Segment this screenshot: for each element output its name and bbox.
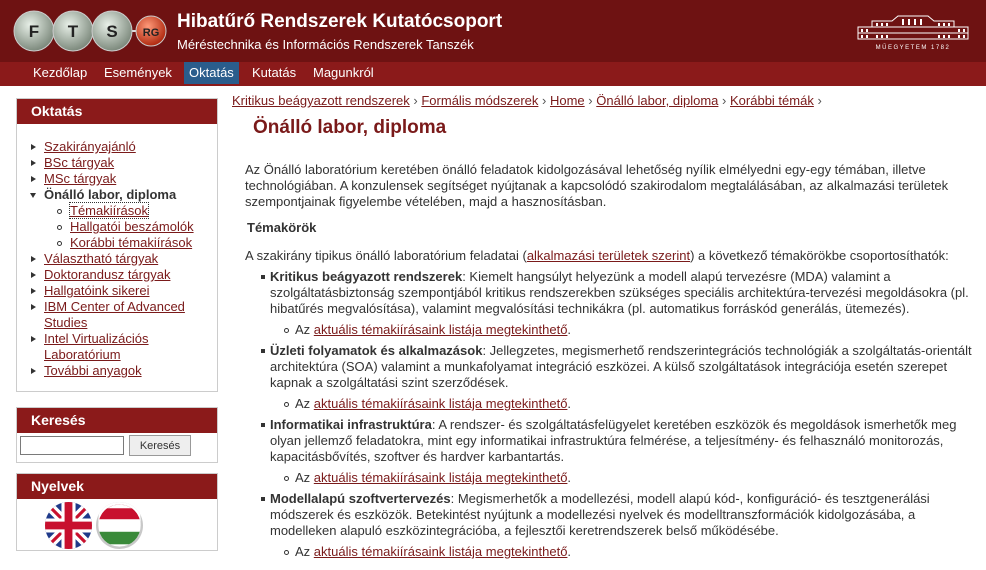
topic-more [270, 322, 985, 338]
topic-text: : Megismerhetők a modellezési, modell alapú kód-, konfiguráció- és tesztgenerálási módszerek és eszközök. Betekintést nyújtunk a modellezési nyelvek és modelltranszformációk kidolgozásába, a modelleken alapuló eszközintegrációba, a fejlesztői keretrendszerek belső működésébe. [270, 491, 930, 538]
nav-item-oktatas[interactable]: Oktatás [184, 62, 239, 84]
sidebar-item[interactable] [31, 331, 171, 363]
lead-text: ) a következő témakörökbe csoportosíthatók: [690, 248, 949, 263]
topic-title: Modellalapú szoftvertervezés [270, 491, 451, 506]
breadcrumb-separator: › [542, 93, 547, 108]
sidebar-subitem-link[interactable]: Témakiírások [70, 203, 149, 218]
sidebar-item-link[interactable]: Választható tárgyak [44, 251, 159, 266]
logo-letter: T [67, 22, 79, 41]
search-button[interactable]: Keresés [129, 435, 191, 456]
sidebar-item[interactable] [31, 139, 217, 155]
sidebar-item-link[interactable]: IBM Center of Advanced Studies [44, 299, 185, 330]
logo-letter: RG [142, 27, 160, 39]
topic-text: : Kiemelt hangsúlyt helyezünk a modell alapú tervezésre (MDA) valamint a szolgáltatásbiztonság szempontjából kritikus rendszerekben szükséges speciális architektúra-tervezési megoldásokra (pl. hibatűrés megvalósítása), valamint megvalósítási technikákra (pl. automatikus forráskód generálás, ütemezés). [270, 269, 969, 316]
topic-title: Kritikus beágyazott rendszerek [270, 269, 463, 284]
circle-bullet-icon [284, 476, 289, 481]
sidebar-item-open[interactable] [31, 187, 217, 203]
triangle-right-icon [31, 160, 36, 166]
sidebar-item[interactable] [31, 299, 191, 331]
page-title: Önálló labor, diploma [253, 117, 447, 138]
sidebar-item-link[interactable]: Hallgatóink sikerei [44, 283, 150, 298]
more-prefix: Az [295, 322, 314, 337]
topic-title: Üzleti folyamatok és alkalmazások [270, 343, 483, 358]
triangle-right-icon [31, 144, 36, 150]
triangle-right-icon [31, 256, 36, 262]
lead-text: A szakirány tipikus önálló laboratórium feladatai ( [245, 248, 527, 263]
sidebar-education [16, 98, 218, 392]
site-subtitle: Méréstechnika és Információs Rendszerek Tanszék [177, 37, 474, 52]
sidebar-item[interactable] [31, 267, 217, 283]
sidebar-item-link[interactable]: További anyagok [44, 363, 142, 378]
site-header [0, 0, 986, 62]
triangle-right-icon [31, 272, 36, 278]
triangle-right-icon [31, 368, 36, 374]
main-content [228, 86, 986, 570]
logo-letter: F [28, 22, 40, 41]
topic-title: Informatikai infrastruktúra [270, 417, 432, 432]
breadcrumb-link[interactable]: Korábbi témák [730, 93, 814, 108]
square-bullet-icon [261, 497, 265, 501]
breadcrumb-link[interactable]: Önálló labor, diploma [596, 93, 719, 108]
triangle-down-icon [30, 193, 36, 198]
topic-more [270, 544, 985, 560]
hungarian-flag-icon[interactable] [96, 502, 143, 549]
square-bullet-icon [261, 275, 265, 279]
more-prefix: Az [295, 396, 314, 411]
sidebar-heading: Nyelvek [17, 474, 217, 499]
more-prefix: Az [295, 544, 314, 559]
sidebar-item-link[interactable]: Szakirányajánló [44, 139, 136, 154]
main-navigation [0, 62, 986, 86]
circle-bullet-icon [284, 328, 289, 333]
sidebar-item-link[interactable]: Intel Virtualizációs Laboratórium [44, 331, 149, 362]
topic-item [270, 269, 985, 338]
circle-bullet-icon [57, 241, 62, 246]
more-suffix: . [567, 396, 572, 411]
sidebar-subitem[interactable] [31, 235, 217, 251]
sidebar-subitem-link[interactable]: Hallgatói beszámolók [70, 219, 194, 234]
breadcrumb-separator: › [817, 93, 822, 108]
current-topics-link[interactable]: aktuális témakiírásaink listája megtekinthető [313, 396, 568, 411]
university-building-logo[interactable] [852, 13, 974, 53]
topic-item [270, 343, 985, 412]
breadcrumb-link[interactable]: Home [549, 93, 585, 108]
current-topics-link[interactable]: aktuális témakiírásaink listája megtekinthető [313, 470, 568, 485]
sidebar-menu [31, 127, 217, 379]
logo-letter: S [106, 22, 118, 41]
sidebar-item[interactable] [31, 363, 217, 379]
sidebar-item[interactable] [31, 171, 217, 187]
current-topics-link[interactable]: aktuális témakiírásaink listája megtekinthető [313, 544, 568, 559]
triangle-right-icon [31, 288, 36, 294]
nav-item-magunkrol[interactable]: Magunkról [313, 65, 374, 80]
topic-list [270, 269, 985, 565]
site-title[interactable]: Hibatűrő Rendszerek Kutatócsoport [177, 11, 503, 32]
breadcrumb-link[interactable]: Kritikus beágyazott rendszerek [232, 93, 410, 108]
topic-more [270, 396, 985, 412]
square-bullet-icon [261, 423, 265, 427]
topic-text: : A rendszer- és szolgáltatásfelügyelet keretében eszközök és megoldások ismerhetők meg olyan jellemző feladatokra, mint egy informatikai infrastruktúra felmérése, a teljesítmény- és felhasználó monitorozás, kapacitásbővítés, szoftver és hardver karbantartás. [270, 417, 957, 464]
topic-item [270, 417, 985, 486]
sidebar-item-link[interactable]: BSc tárgyak [44, 155, 115, 170]
breadcrumb-separator: › [722, 93, 727, 108]
circle-bullet-icon [284, 402, 289, 407]
square-bullet-icon [261, 349, 265, 353]
nav-item-kezdolap[interactable]: Kezdőlap [33, 65, 88, 80]
more-suffix: . [567, 544, 572, 559]
more-prefix: Az [295, 470, 314, 485]
topics-lead [245, 248, 975, 263]
breadcrumb-link[interactable]: Formális módszerek [421, 93, 539, 108]
sidebar-item-label[interactable]: Önálló labor, diploma [44, 187, 177, 202]
sidebar-languages [16, 473, 218, 551]
ftsrg-logo[interactable] [12, 6, 167, 56]
breadcrumb-separator: › [588, 93, 593, 108]
sidebar-item-link[interactable]: Doktorandusz tárgyak [44, 267, 171, 282]
triangle-right-icon [31, 336, 36, 342]
more-suffix: . [567, 470, 572, 485]
current-topics-link[interactable]: aktuális témakiírásaink listája megtekinthető [313, 322, 568, 337]
intro-paragraph: Az Önálló laboratórium keretében önálló feladatok kidolgozásával lehetőség nyílik elmélyedni egy-egy témában, illetve technológiában. A konzulensek segítséget nyújtanak a kapcsolódó szakirodalom megtalálásában, az alkalmazási területek szempontjainak figyelembe vételében, majd a hasznosításban. [245, 162, 949, 209]
sidebar-heading: Oktatás [17, 99, 217, 124]
triangle-right-icon [31, 304, 36, 310]
breadcrumb-separator: › [413, 93, 418, 108]
sidebar-search [16, 407, 218, 463]
nav-item-kutatas[interactable]: Kutatás [252, 65, 297, 80]
sidebar-item-link[interactable]: MSc tárgyak [44, 171, 117, 186]
circle-bullet-icon [57, 225, 62, 230]
sidebar-subitem[interactable] [31, 219, 217, 235]
nav-item-esemenyek[interactable]: Események [104, 65, 172, 80]
sidebar-item[interactable] [31, 155, 217, 171]
university-logo-text: MŰEGYETEM 1782 [875, 45, 951, 51]
sidebar-item[interactable] [31, 283, 217, 299]
english-flag-icon[interactable] [45, 502, 92, 549]
triangle-right-icon [31, 176, 36, 182]
sidebar-heading: Keresés [17, 408, 217, 433]
topic-item [270, 491, 985, 560]
section-heading: Témakörök [247, 220, 317, 235]
circle-bullet-icon [284, 550, 289, 555]
sidebar-subitem[interactable] [31, 203, 217, 219]
circle-bullet-icon [57, 209, 62, 214]
sidebar-subitem-link[interactable]: Korábbi témakiírások [70, 235, 193, 250]
application-areas-link[interactable]: alkalmazási területek szerint [526, 248, 691, 263]
sidebar-item[interactable] [31, 251, 217, 267]
topic-text: : Jellegzetes, megismerhető rendszerintegrációs technológiák a szolgáltatás-orientált architektúra (SOA) valamint a munkafolyamat integráció eszközei. A külső szolgáltatások integrációja esetén szerepet kapnak a szolgáltatási szint szerződések. [270, 343, 972, 390]
breadcrumb [232, 93, 822, 108]
search-input[interactable] [20, 436, 124, 455]
more-suffix: . [567, 322, 572, 337]
topic-more [270, 470, 985, 486]
